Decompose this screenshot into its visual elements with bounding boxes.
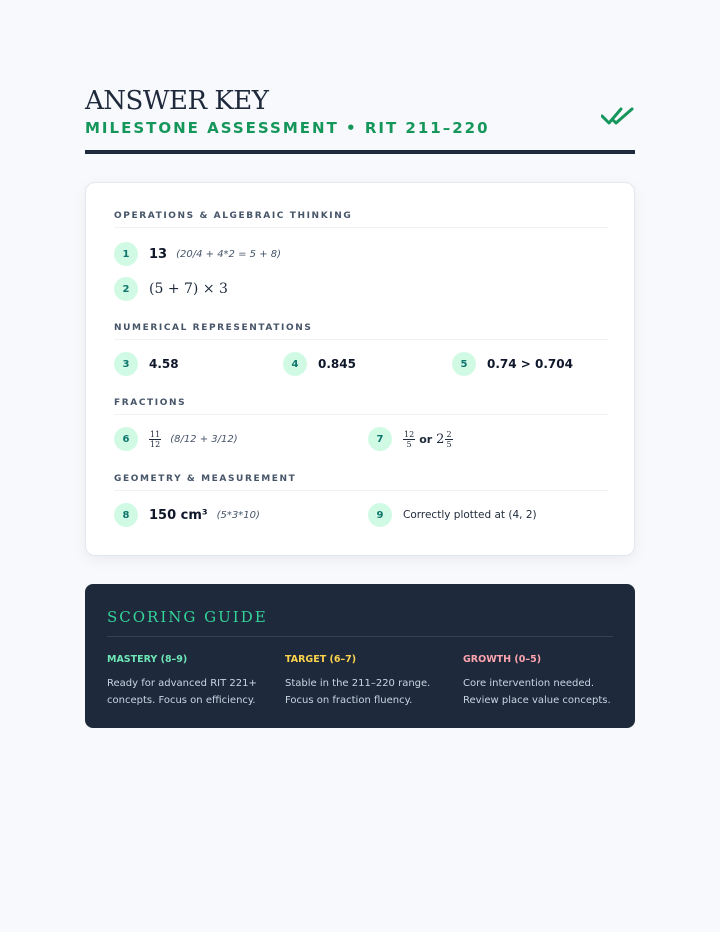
answer-value: 4.58	[149, 357, 179, 371]
question-number-badge: 5	[452, 352, 476, 376]
header-divider	[85, 150, 635, 154]
question-number-badge: 3	[114, 352, 138, 376]
question-number-badge: 8	[114, 503, 138, 527]
tier-description-line: Ready for advanced RIT 221+	[107, 678, 257, 689]
question-number-badge: 9	[368, 503, 392, 527]
answer-value: 0.74 > 0.704	[487, 357, 573, 371]
fraction-denominator: 5	[446, 439, 452, 449]
answer-item-7	[368, 426, 453, 452]
section-heading-operations: OPERATIONS & ALGEBRAIC THINKING	[114, 211, 608, 228]
tier-heading: GROWTH (0–5)	[463, 654, 542, 665]
answer-item-5	[452, 351, 573, 377]
question-number-badge: 6	[114, 427, 138, 451]
question-number-badge: 2	[114, 277, 138, 301]
answer-item-9	[368, 502, 537, 528]
question-number-badge: 1	[114, 242, 138, 266]
answer-value: Correctly plotted at (4, 2)	[403, 509, 537, 521]
answer-item-3	[114, 351, 179, 377]
tier-description-line: concepts. Focus on efficiency.	[107, 695, 256, 706]
fraction-numerator: 11	[150, 429, 161, 439]
section-heading-fractions: FRACTIONS	[114, 398, 608, 415]
mixed-whole: 2	[436, 431, 445, 447]
double-check-icon	[601, 106, 635, 128]
answer-item-6	[114, 426, 238, 452]
fraction-denominator: 5	[406, 439, 412, 449]
question-number-badge: 4	[283, 352, 307, 376]
tier-description	[463, 675, 633, 709]
section-heading-geometry: GEOMETRY & MEASUREMENT	[114, 474, 608, 491]
fraction-numerator: 2	[446, 429, 452, 439]
fraction-denominator: 12	[150, 439, 161, 449]
tier-heading: MASTERY (8–9)	[107, 654, 188, 665]
header	[85, 86, 635, 154]
tier-heading: TARGET (6–7)	[285, 654, 357, 665]
question-number-badge: 7	[368, 427, 392, 451]
fraction-answer	[149, 430, 161, 449]
fraction-answer	[403, 430, 415, 449]
answer-item-8	[114, 502, 260, 528]
tier-description-line: Stable in the 211–220 range.	[285, 678, 431, 689]
scoring-tier-target	[285, 654, 455, 709]
answer-item-1	[114, 241, 281, 267]
tier-description-line: Core intervention needed.	[463, 678, 595, 689]
scoring-guide	[85, 584, 635, 728]
tier-description-line: Focus on fraction fluency.	[285, 695, 413, 706]
answer-work-note: (20/4 + 4*2 = 5 + 8)	[176, 248, 282, 260]
answer-work-note: (8/12 + 3/12)	[170, 433, 238, 445]
page-title: ANSWER KEY	[85, 86, 269, 116]
tier-description	[107, 675, 277, 709]
page-subtitle: MILESTONE ASSESSMENT • RIT 211–220	[85, 119, 490, 137]
fraction-numerator: 12	[404, 429, 415, 439]
or-label: or	[419, 432, 433, 446]
tier-description-line: Review place value concepts.	[463, 695, 611, 706]
answer-expression: (5 + 7) × 3	[149, 281, 228, 297]
answers-card	[85, 182, 635, 556]
scoring-guide-title: SCORING GUIDE	[107, 608, 613, 637]
answer-item-2	[114, 276, 228, 302]
scoring-tier-mastery	[107, 654, 277, 709]
scoring-tier-growth	[463, 654, 633, 709]
answer-value: 13	[149, 246, 168, 262]
answer-value: 0.845	[318, 357, 356, 371]
answer-work-note: (5*3*10)	[216, 509, 260, 521]
answer-item-4	[283, 351, 356, 377]
section-heading-numerical: NUMERICAL REPRESENTATIONS	[114, 323, 608, 340]
answer-value: 150 cm³	[149, 507, 208, 523]
mixed-fraction	[445, 430, 452, 449]
tier-description	[285, 675, 455, 709]
